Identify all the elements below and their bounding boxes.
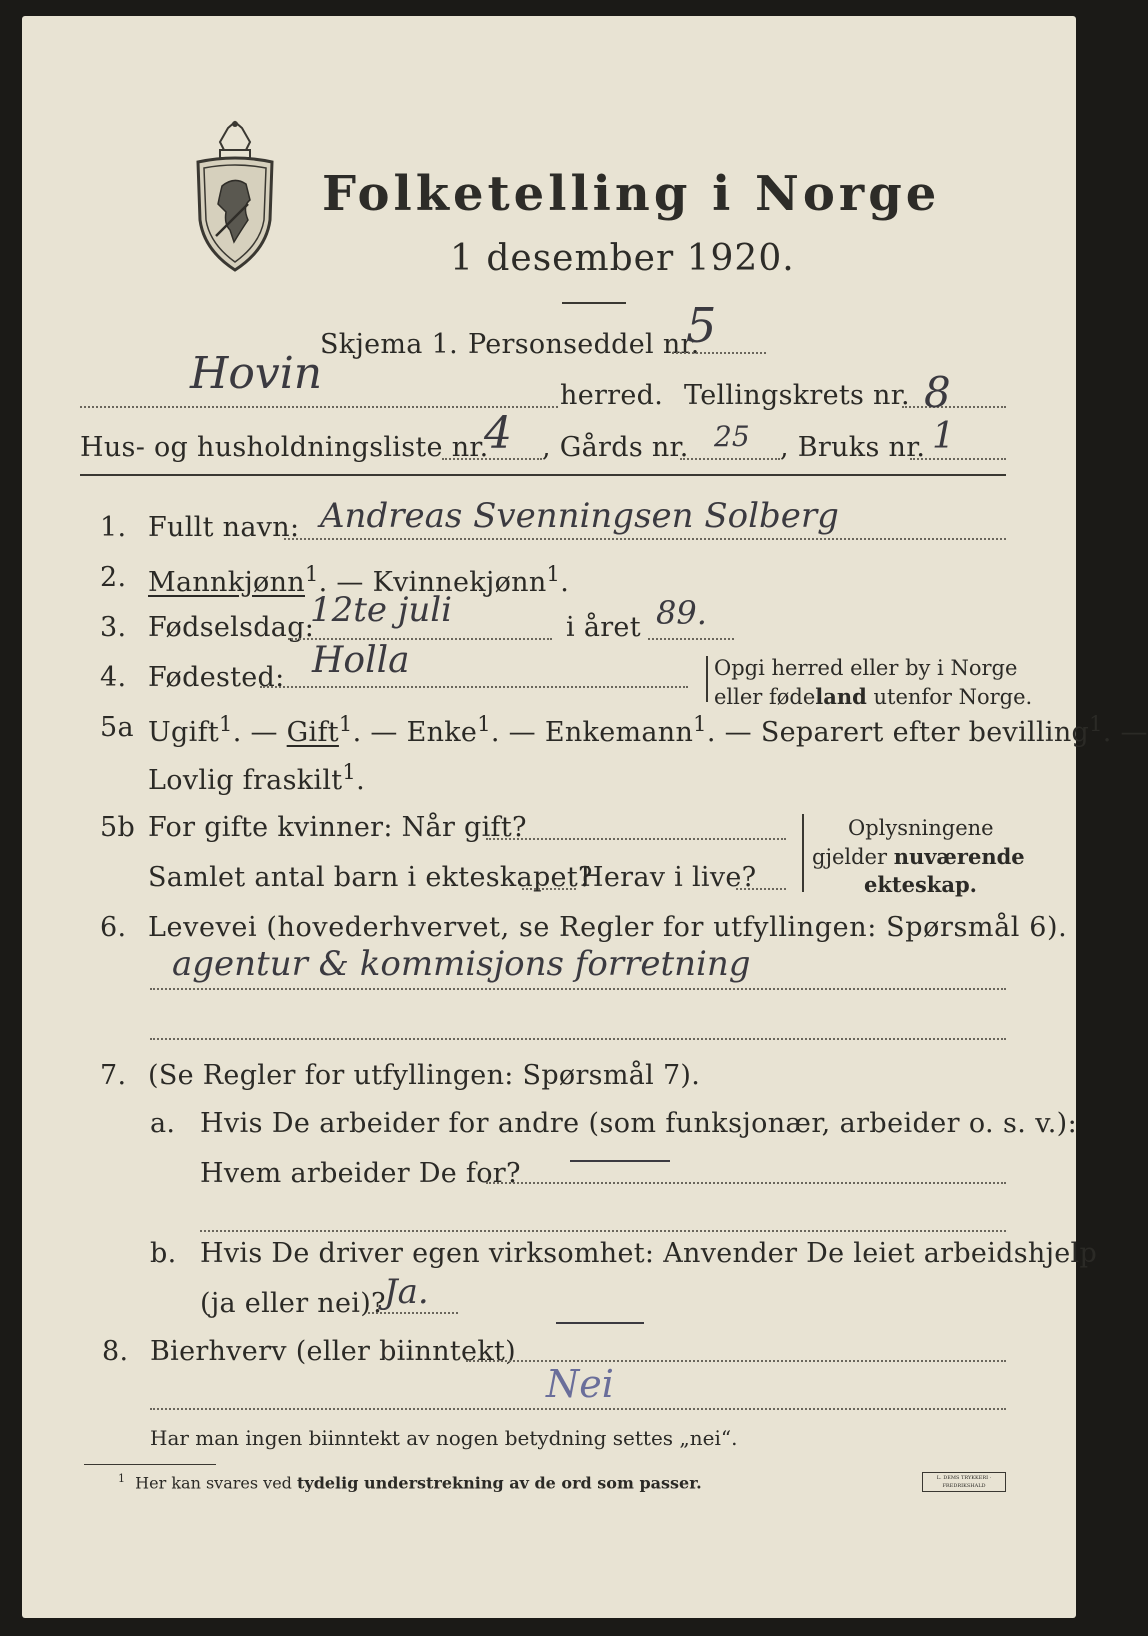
herred-value[interactable]: Hovin (190, 348, 323, 399)
q8-line2 (150, 1408, 1006, 1410)
q4-note-brace (706, 656, 714, 702)
birthplace-value[interactable]: Holla (312, 640, 410, 681)
q7a-letter: a. (150, 1108, 176, 1139)
herred-label: herred. (560, 380, 664, 411)
q7a-dash-mark (570, 1160, 670, 1162)
q5b-alive-line (736, 888, 786, 890)
hired-help-value[interactable]: Ja. (384, 1272, 429, 1312)
q1-label: Fullt navn: (148, 512, 300, 543)
census-form-page (22, 16, 1148, 1618)
year-label: i året (566, 612, 641, 643)
personseddel-label: Personseddel nr. (468, 329, 700, 360)
enke-option[interactable]: Enke (406, 717, 478, 748)
q4-note2b: land (815, 684, 867, 709)
footnote-text-b: tydelig understrekning av de ord som passer. (297, 1473, 702, 1493)
q3-number: 3. (100, 612, 127, 643)
sup-3: 1 (477, 712, 491, 736)
ugift-option[interactable]: Ugift (148, 717, 220, 748)
q5b-married-when: For gifte kvinner: Når gift? (148, 812, 527, 843)
q7-number: 7. (100, 1060, 127, 1091)
q2-dash: . — (318, 567, 364, 598)
q5a-end: . (356, 765, 365, 796)
q5a-options (148, 712, 1148, 748)
separert-option[interactable]: Separert efter bevilling (760, 717, 1090, 748)
q4-label: Fødested: (148, 662, 285, 693)
sep-4: . — (706, 717, 752, 748)
gards-value[interactable]: 25 (714, 420, 750, 453)
q4-note-line1: Opgi herred eller by i Norge (714, 656, 1018, 680)
q5b-children-line (522, 888, 576, 890)
female-option[interactable]: Kvinnekjønn (372, 567, 547, 598)
q5b-alive-label: Herav i live? (580, 862, 757, 893)
side-income-value[interactable]: Nei (546, 1362, 614, 1406)
q5b-number: 5b (100, 812, 136, 843)
q2-sup1: 1 (305, 562, 319, 586)
husliste-label: Hus- og husholdningsliste nr. (80, 432, 489, 463)
tellingskrets-line (902, 406, 1006, 408)
q6-label: Levevei (hovederhvervet, se Regler for utfyllingen: Spørsmål 6). (148, 912, 1068, 943)
q5b-note-line1: Oplysningene (848, 816, 994, 840)
gards-line (680, 458, 780, 460)
birth-year-value[interactable]: 89. (656, 594, 707, 632)
occupation-value[interactable]: agentur & kommisjons forretning (172, 944, 751, 984)
footnote-divider (84, 1464, 216, 1465)
title-divider (562, 302, 626, 304)
q1-line (284, 538, 1006, 540)
sup-1: 1 (219, 712, 233, 736)
husliste-value[interactable]: 4 (484, 408, 512, 459)
q8-dash-mark (556, 1322, 644, 1324)
q6-line2 (150, 1038, 1006, 1040)
sep-5: . — (1102, 717, 1148, 748)
q8-label: Bierhverv (eller biinntekt) (150, 1336, 516, 1367)
year-line (648, 638, 734, 640)
gift-option[interactable]: Gift (286, 717, 339, 748)
q5b-note-line3: ekteskap. (864, 872, 977, 897)
q4-line (260, 686, 688, 688)
header-divider (80, 474, 1006, 476)
sup-2: 1 (338, 712, 353, 736)
q7a-line1 (486, 1182, 1006, 1184)
bruks-line (910, 458, 1006, 460)
q5a-line2 (148, 760, 365, 796)
q2-number: 2. (100, 562, 127, 593)
sep-2: . — (352, 717, 398, 748)
sup-5: 1 (1089, 712, 1103, 736)
nei-instruction: Har man ingen biinntekt av nogen betydning settes „nei“. (150, 1426, 738, 1450)
sup-6: 1 (342, 760, 357, 784)
q5b-note-brace (802, 814, 810, 892)
footnote (118, 1472, 702, 1492)
q4-note2a: eller føde (714, 685, 816, 709)
census-date: 1 desember 1920. (450, 238, 795, 279)
lovlig-fraskilt-option[interactable]: Lovlig fraskilt (148, 765, 343, 796)
q7a-line2 (200, 1230, 1006, 1232)
coat-of-arms-icon (190, 120, 280, 280)
q5b-note2a: gjelder (812, 845, 894, 869)
sep-1: . — (232, 717, 278, 748)
printer-stamp: L. DEMS TRYKKERI · FREDRIKSHALD (922, 1472, 1006, 1492)
footnote-mark: 1 (118, 1472, 125, 1485)
q5b-children-label: Samlet antal barn i ekteskapet? (148, 862, 593, 893)
q7a-question: Hvem arbeider De for? (200, 1158, 521, 1189)
q8-number: 8. (102, 1336, 129, 1367)
tellingskrets-value[interactable]: 8 (924, 368, 951, 417)
q7a-text: Hvis De arbeider for andre (som funksjonær, arbeider o. s. v.): (200, 1108, 1078, 1139)
q6-line1 (150, 988, 1006, 990)
q5b-note2b: nuværende (893, 844, 1025, 869)
personseddel-value[interactable]: 5 (686, 298, 717, 354)
q1-number: 1. (100, 512, 127, 543)
q5a-number: 5a (100, 712, 134, 743)
q5b-note-line2 (812, 844, 1025, 869)
skjema-label: Skjema 1. (320, 329, 458, 360)
footnote-text-a: Her kan svares ved (135, 1473, 297, 1493)
q7b-letter: b. (150, 1238, 177, 1269)
q2-sup2: 1 (546, 562, 561, 586)
q5b-line1 (486, 838, 786, 840)
q7b-question: (ja eller nei)? (200, 1288, 386, 1319)
gards-label: , Gårds nr. (542, 432, 689, 463)
q6-number: 6. (100, 912, 127, 943)
tellingskrets-label: Tellingskrets nr. (684, 380, 910, 411)
enkemann-option[interactable]: Enkemann (544, 717, 694, 748)
q4-number: 4. (100, 662, 127, 693)
q7b-line (368, 1312, 458, 1314)
q4-note-line2 (714, 684, 1032, 709)
birthday-value[interactable]: 12te juli (310, 590, 453, 630)
sup-4: 1 (693, 712, 707, 736)
bruks-label: , Bruks nr. (780, 432, 926, 463)
q7-label: (Se Regler for utfyllingen: Spørsmål 7). (148, 1060, 701, 1091)
q3-label: Fødselsdag: (148, 612, 315, 643)
bruks-value[interactable]: 1 (932, 416, 955, 457)
sep-3: . — (490, 717, 536, 748)
form-title: Folketelling i Norge (322, 166, 941, 222)
q2-end: . (560, 567, 570, 598)
q4-note2c: utenfor Norge. (866, 685, 1033, 709)
male-option[interactable]: Mannkjønn (148, 567, 305, 598)
q7b-text: Hvis De driver egen virksomhet: Anvender De leiet arbeidshjelp (200, 1238, 1098, 1269)
full-name-value[interactable]: Andreas Svenningsen Solberg (320, 496, 839, 536)
